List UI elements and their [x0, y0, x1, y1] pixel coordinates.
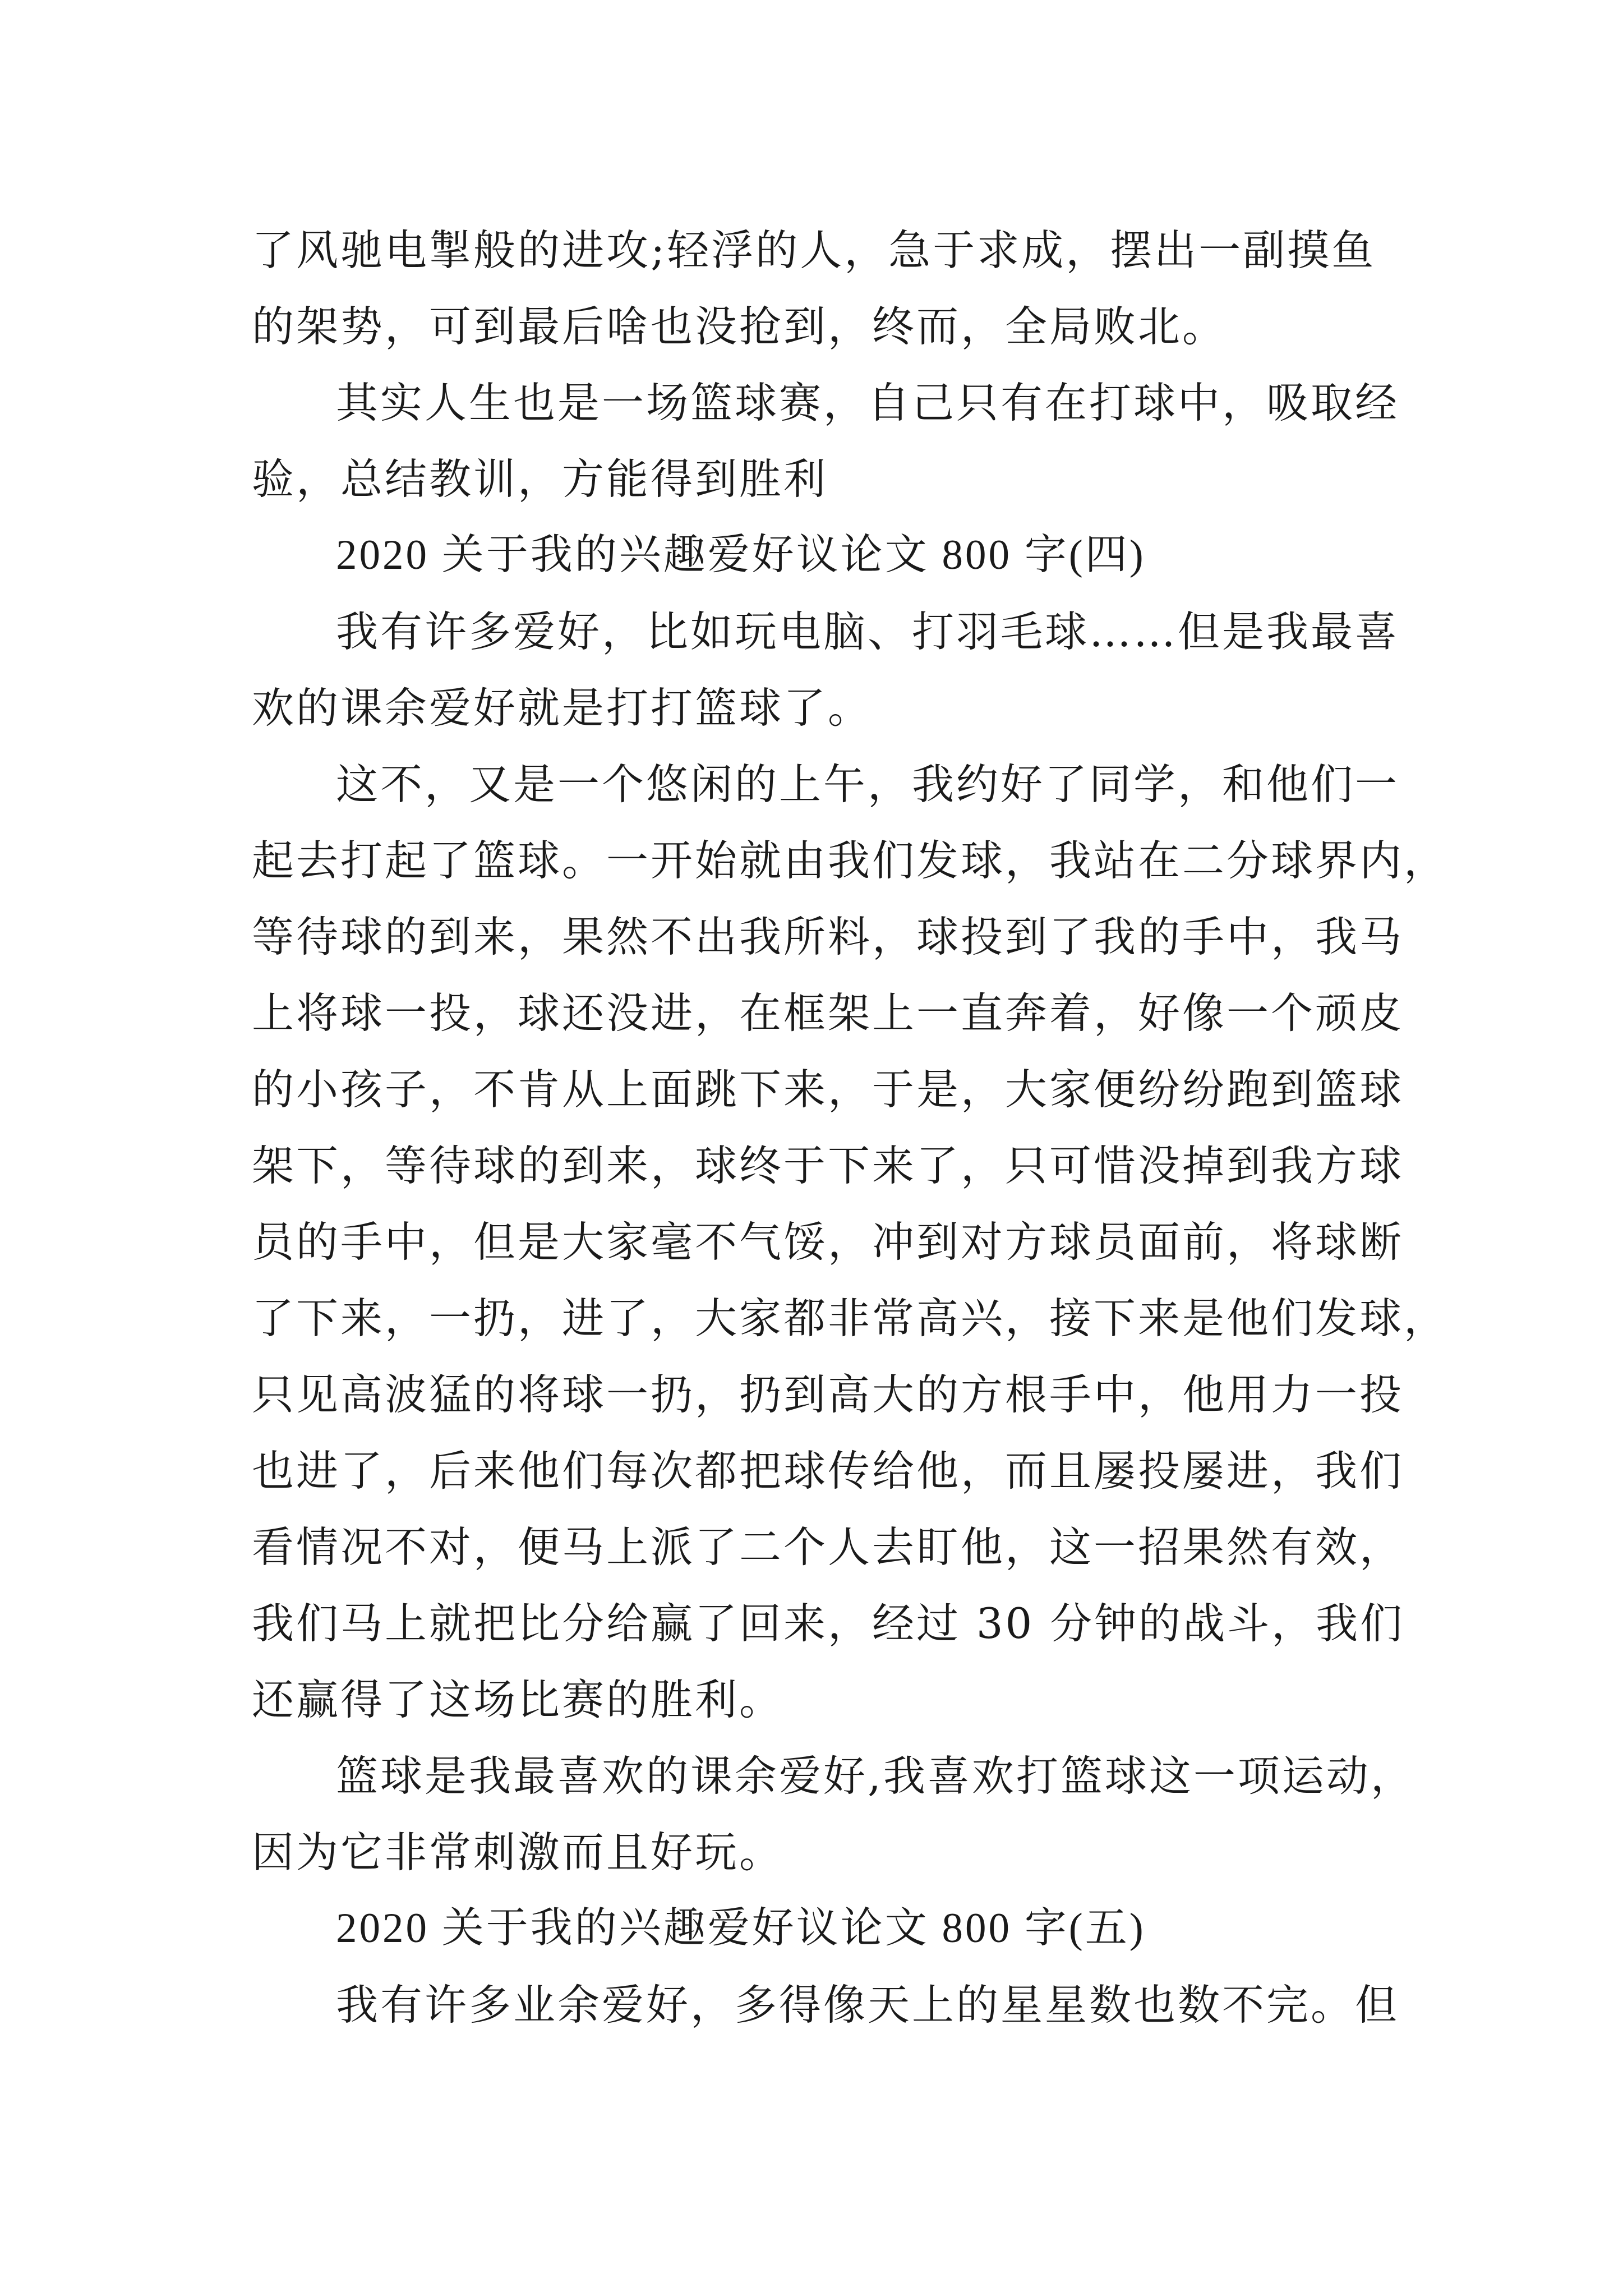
- text-line: 了下来，一扔，进了，大家都非常高兴，接下来是他们发球，: [252, 1294, 1449, 1343]
- text-line: 了风驰电掣般的进攻;轻浮的人，急于求成，摆出一副摸鱼: [252, 226, 1376, 275]
- section-heading-four: 2020 关于我的兴趣爱好议论文 800 字(四): [336, 532, 1146, 578]
- text-line: 也进了，后来他们每次都把球传给他，而且屡投屡进，我们: [252, 1446, 1404, 1496]
- text-line: 起去打起了篮球。一开始就由我们发球，我站在二分球界内，: [252, 836, 1449, 885]
- text-line: 因为它非常刺激而且好玩。: [252, 1828, 784, 1877]
- text-line: 我们马上就把比分给赢了回来，经过 30 分钟的战斗，我们: [252, 1599, 1405, 1648]
- text-line: 的架势，可到最后啥也没抢到，终而，全局败北。: [252, 302, 1227, 351]
- text-line: 还赢得了这场比赛的胜利。: [252, 1675, 784, 1724]
- text-line: 的小孩子，不肯从上面跳下来，于是，大家便纷纷跑到篮球: [252, 1065, 1404, 1114]
- paragraph-start-line: 其实人生也是一场篮球赛，自己只有在打球中，吸取经: [336, 378, 1400, 427]
- document-body: [252, 212, 1449, 2043]
- paragraph-start-line: 我有许多爱好，比如玩电脑、打羽毛球……但是我最喜: [336, 607, 1400, 656]
- text-line: 架下，等待球的到来，球终于下来了，只可惜没掉到我方球: [252, 1141, 1404, 1190]
- paragraph-start-line: 篮球是我最喜欢的课余爱好,我喜欢打篮球这一项运动，: [336, 1751, 1415, 1801]
- text-line: 只见高波猛的将球一扔，扔到高大的方根手中，他用力一投: [252, 1370, 1404, 1419]
- paragraph-start-line: 这不，又是一个悠闲的上午，我约好了同学，和他们一: [336, 760, 1400, 809]
- paragraph-start-line: 我有许多业余爱好，多得像天上的星星数也数不完。但: [336, 1980, 1400, 2030]
- text-line: 上将球一投，球还没进，在框架上一直奔着，好像一个顽皮: [252, 988, 1404, 1038]
- text-line: 等待球的到来，果然不出我所料，球投到了我的手中，我马: [252, 912, 1404, 961]
- text-line: 欢的课余爱好就是打打篮球了。: [252, 683, 873, 733]
- text-line: 看情况不对，便马上派了二个人去盯他，这一招果然有效，: [252, 1522, 1404, 1572]
- text-line: 验，总结教训，方能得到胜利: [252, 454, 828, 504]
- text-line: 员的手中，但是大家毫不气馁，冲到对方球员面前，将球断: [252, 1217, 1404, 1267]
- section-heading-five: 2020 关于我的兴趣爱好议论文 800 字(五): [336, 1905, 1146, 1952]
